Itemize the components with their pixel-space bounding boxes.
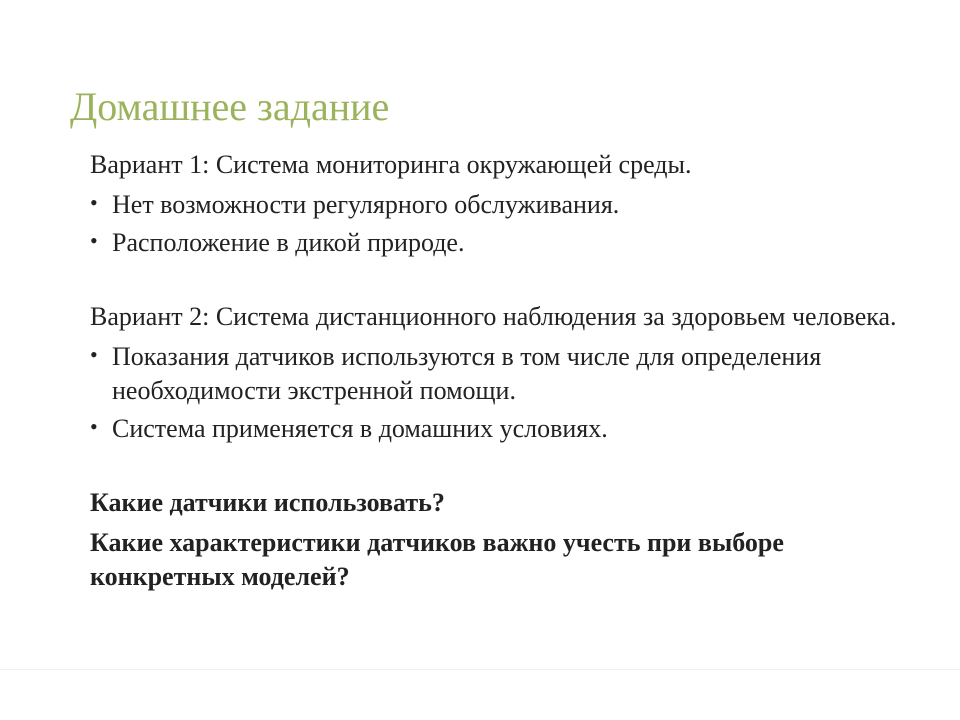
slide-title: Домашнее задание bbox=[70, 84, 390, 129]
footer-divider bbox=[0, 669, 960, 670]
list-item bbox=[90, 340, 920, 408]
bullet-text: Система применяется в домашних условиях. bbox=[112, 414, 608, 443]
variant2-bullet-list bbox=[90, 340, 920, 446]
bullet-text: Нет возможности регулярного обслуживания. bbox=[112, 190, 620, 219]
question-sensors: Какие датчики использовать? bbox=[90, 488, 445, 517]
slide-body bbox=[90, 148, 920, 600]
spacer bbox=[90, 264, 920, 300]
bullet-icon: • bbox=[90, 414, 98, 439]
variant2-heading: Вариант 2: Система дистанционного наблюдения за здоровьем человека. bbox=[90, 302, 897, 331]
list-item bbox=[90, 412, 920, 446]
bullet-icon: • bbox=[90, 190, 98, 215]
spacer bbox=[90, 450, 920, 486]
bullet-icon: • bbox=[90, 342, 98, 367]
list-item bbox=[90, 226, 920, 260]
bullet-text: Показания датчиков используются в том числе для определения необходимости экстренной помощи. bbox=[112, 342, 822, 405]
bullet-text: Расположение в дикой природе. bbox=[112, 228, 465, 257]
question-characteristics: Какие характеристики датчиков важно учесть при выборе конкретных моделей? bbox=[90, 528, 784, 591]
variant1-heading: Вариант 1: Система мониторинга окружающей среды. bbox=[90, 150, 692, 179]
bullet-icon: • bbox=[90, 228, 98, 253]
list-item bbox=[90, 188, 920, 222]
variant1-bullet-list bbox=[90, 188, 920, 260]
